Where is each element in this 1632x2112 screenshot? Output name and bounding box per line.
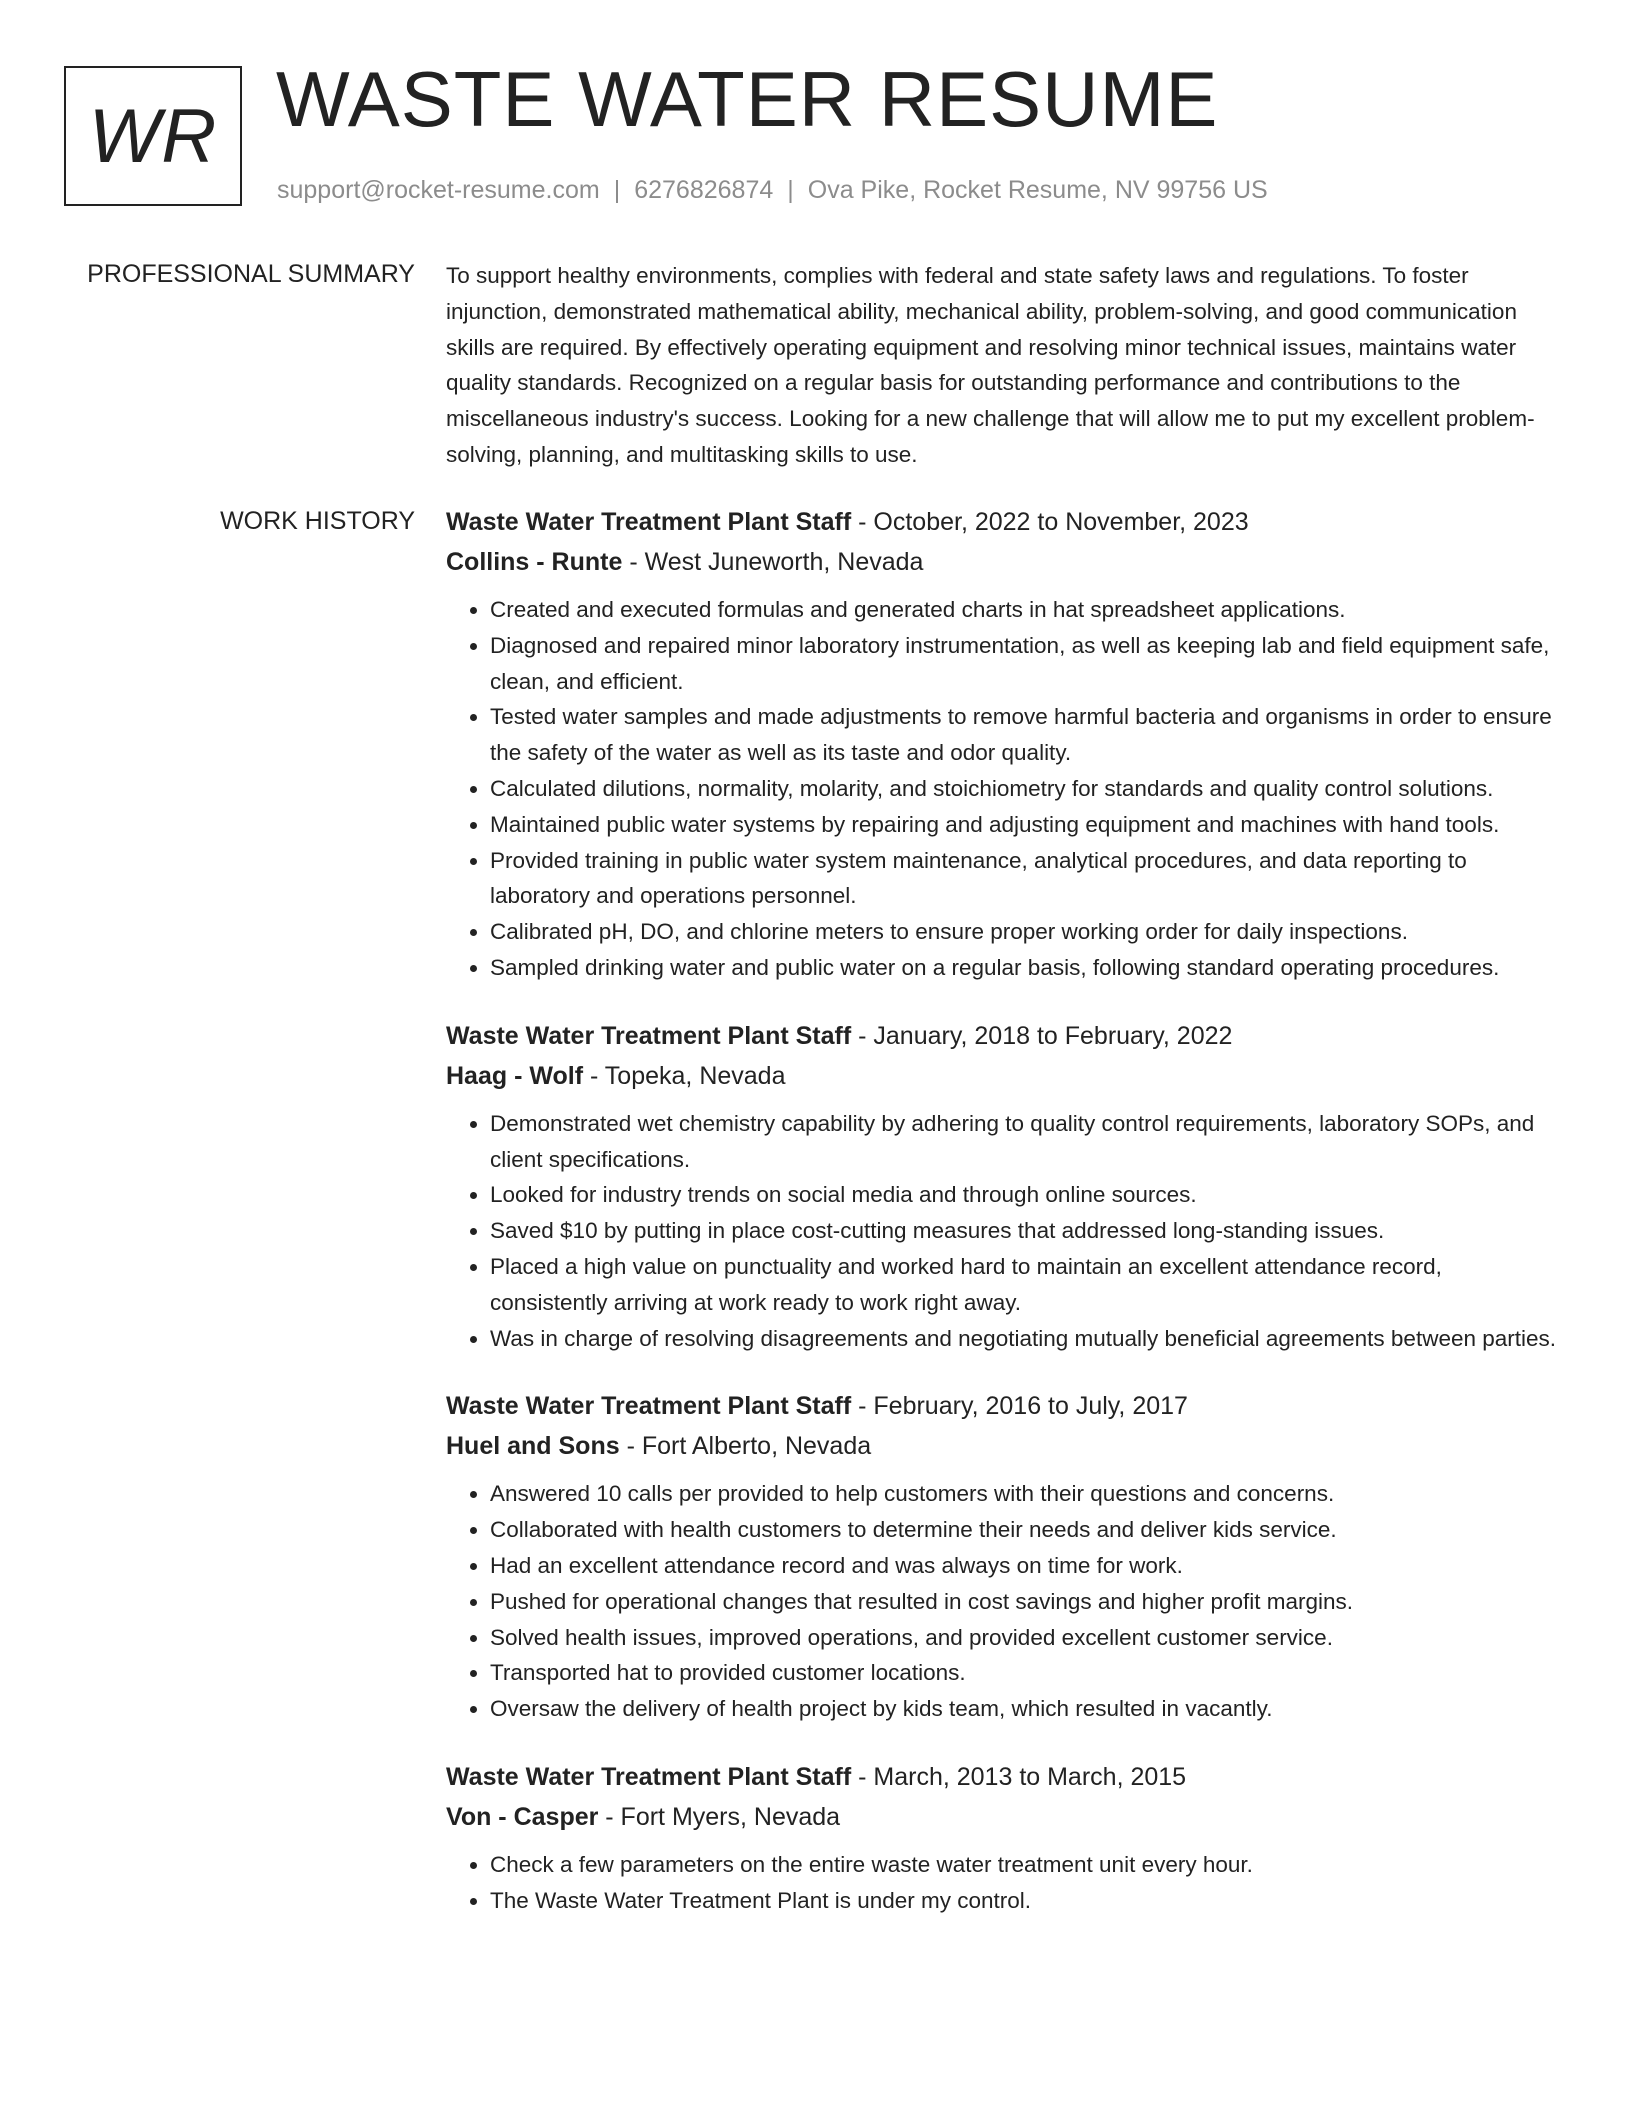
contact-line: [277, 176, 1268, 205]
job-bullet: • Diagnosed and repaired minor laboratory instrumentation, as well as keeping lab and field equipment safe, clean, and efficient.: [490, 628, 1562, 700]
job-bullet: • Saved $10 by putting in place cost-cutting measures that addressed long-standing issues.: [490, 1213, 1562, 1249]
job-company: Haag - Wolf: [446, 1061, 584, 1090]
job-bullet: • Solved health issues, improved operations, and provided excellent customer service.: [490, 1620, 1562, 1656]
job-bullet: • Looked for industry trends on social media and through online sources.: [490, 1177, 1562, 1213]
job-bullet: • The Waste Water Treatment Plant is under my control.: [490, 1883, 1562, 1919]
job-dates: - February, 2016 to July, 2017: [851, 1392, 1188, 1421]
job-entry: [446, 1016, 1562, 1357]
job-bullet-list: [446, 1847, 1562, 1919]
job-bullet: • Sampled drinking water and public water on a regular basis, following standard operating procedures.: [490, 950, 1562, 986]
job-bullet: • Pushed for operational changes that resulted in cost savings and higher profit margins.: [490, 1584, 1562, 1620]
job-position: Waste Water Treatment Plant Staff: [446, 508, 852, 536]
job-bullet: • Provided training in public water system maintenance, analytical procedures, and data reporting to laboratory and operations personnel.: [490, 843, 1562, 915]
job-title-line: [446, 1386, 1562, 1426]
job-bullet-list: [446, 592, 1562, 986]
summary-text: To support healthy environments, complies with federal and state safety laws and regulations. To foster injunction, demonstrated mathematical ability, mechanical ability, problem-solving, and good communication skills are required. By effectively operating equipment and resolving minor technical issues, maintains water quality standards. Recognized on a regular basis for outstanding performance and contributions to the miscellaneous industry's success. Looking for a new challenge that will allow me to put my excellent problem-solving, planning, and multitasking skills to use.: [446, 263, 1535, 467]
monogram-box: [64, 66, 242, 206]
job-company: Von - Casper: [446, 1802, 599, 1831]
job-location: - Topeka, Nevada: [583, 1061, 786, 1090]
job-bullet: • Answered 10 calls per provided to help customers with their questions and concerns.: [490, 1476, 1562, 1512]
resume-name: WASTE WATER RESUME: [276, 55, 1219, 143]
job-company: Collins - Runte: [446, 548, 623, 576]
job-bullet: • Demonstrated wet chemistry capability by adhering to quality control requirements, laboratory SOPs, and client specifications.: [490, 1106, 1562, 1178]
job-bullet: • Maintained public water systems by repairing and adjusting equipment and machines with hand tools.: [490, 807, 1562, 843]
job-company-line: [446, 1056, 1562, 1096]
job-position: Waste Water Treatment Plant Staff: [446, 1762, 852, 1791]
job-bullet-list: [446, 1476, 1562, 1727]
summary-body: [446, 258, 1562, 473]
job-bullet: • Calibrated pH, DO, and chlorine meters to ensure proper working order for daily inspections.: [490, 914, 1562, 950]
job-bullet: • Had an excellent attendance record and was always on time for work.: [490, 1548, 1562, 1584]
job-company-line: [446, 542, 1562, 582]
job-bullet: • Check a few parameters on the entire waste water treatment unit every hour.: [490, 1847, 1562, 1883]
contact-separator: |: [613, 176, 621, 204]
job-title-line: [446, 1757, 1562, 1797]
job-dates: - March, 2013 to March, 2015: [851, 1762, 1187, 1791]
monogram-initials: WR: [88, 93, 218, 179]
contact-address: Ova Pike, Rocket Resume, NV 99756 US: [807, 176, 1268, 204]
contact-phone[interactable]: 6276826874: [634, 176, 774, 204]
job-bullet: • Placed a high value on punctuality and worked hard to maintain an excellent attendance record, consistently arriving at work ready to work right away.: [490, 1249, 1562, 1321]
job-entry: [446, 502, 1562, 986]
work-history-heading: WORK HISTORY: [220, 507, 415, 535]
job-bullet: • Oversaw the delivery of health project by kids team, which resulted in vacantly.: [490, 1691, 1562, 1727]
job-list: [446, 502, 1562, 1949]
job-bullet: • Was in charge of resolving disagreements and negotiating mutually beneficial agreements between parties.: [490, 1321, 1562, 1357]
job-company-line: [446, 1797, 1562, 1837]
job-entry: [446, 1757, 1562, 1919]
job-title-line: [446, 1016, 1562, 1056]
job-company: Huel and Sons: [446, 1432, 620, 1461]
job-dates: - January, 2018 to February, 2022: [851, 1021, 1233, 1050]
job-bullet: • Collaborated with health customers to determine their needs and deliver kids service.: [490, 1512, 1562, 1548]
job-position: Waste Water Treatment Plant Staff: [446, 1392, 852, 1421]
summary-heading: PROFESSIONAL SUMMARY: [87, 260, 415, 288]
job-position: Waste Water Treatment Plant Staff: [446, 1021, 852, 1050]
job-bullet: • Transported hat to provided customer locations.: [490, 1655, 1562, 1691]
contact-email[interactable]: support@rocket-resume.com: [277, 176, 600, 204]
job-title-line: [446, 502, 1562, 542]
job-company-line: [446, 1426, 1562, 1466]
job-entry: [446, 1386, 1562, 1727]
job-bullet: • Tested water samples and made adjustments to remove harmful bacteria and organisms in order to ensure the safety of the water as well as its taste and odor quality.: [490, 699, 1562, 771]
job-dates: - October, 2022 to November, 2023: [851, 508, 1249, 536]
contact-separator: |: [787, 176, 794, 204]
job-location: - Fort Alberto, Nevada: [619, 1432, 872, 1461]
job-location: - West Juneworth, Nevada: [622, 548, 924, 576]
job-bullet: • Calculated dilutions, normality, molarity, and stoichiometry for standards and quality control solutions.: [490, 771, 1562, 807]
job-bullet: • Created and executed formulas and generated charts in hat spreadsheet applications.: [490, 592, 1562, 628]
job-location: - Fort Myers, Nevada: [598, 1802, 841, 1831]
job-bullet-list: [446, 1106, 1562, 1357]
